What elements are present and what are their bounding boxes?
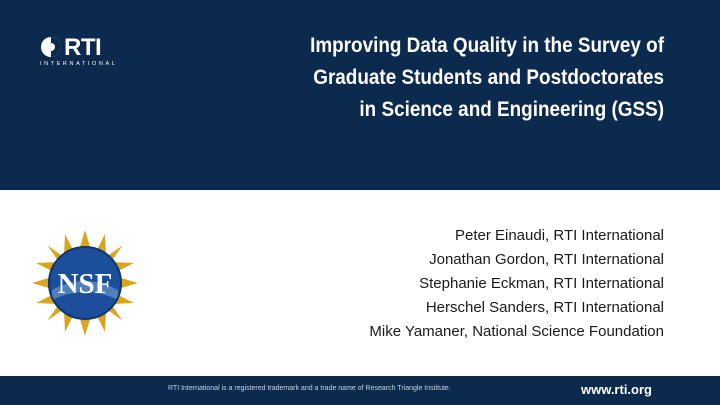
seal-text: NSF (57, 268, 113, 300)
author-item: Mike Yamaner, National Science Foundation (369, 323, 664, 340)
title-line: in Science and Engineering (GSS) (359, 98, 664, 121)
rti-logo (40, 36, 116, 66)
title-line: Graduate Students and Postdoctorates (313, 66, 664, 89)
author-item: Stephanie Eckman, RTI International (419, 275, 664, 292)
logo-wordmark: RTI (64, 34, 102, 61)
presentation-title (196, 30, 664, 126)
footer-bar (0, 376, 720, 405)
author-item: Herschel Sanders, RTI International (425, 299, 664, 316)
logo-subtext: INTERNATIONAL (40, 61, 118, 67)
author-list (244, 224, 664, 344)
trademark-notice: RTI International is a registered trademark and a trade name of Research Triangle Institute. (168, 385, 451, 392)
title-line: Improving Data Quality in the Survey of (310, 34, 664, 57)
title-banner (0, 0, 720, 190)
author-item: Peter Einaudi, RTI International (454, 227, 664, 244)
website-link[interactable]: www.rti.org (580, 382, 652, 397)
author-item: Jonathan Gordon, RTI International (429, 251, 664, 268)
nsf-seal-icon (30, 228, 140, 338)
rti-logo-mark-icon (40, 36, 62, 58)
